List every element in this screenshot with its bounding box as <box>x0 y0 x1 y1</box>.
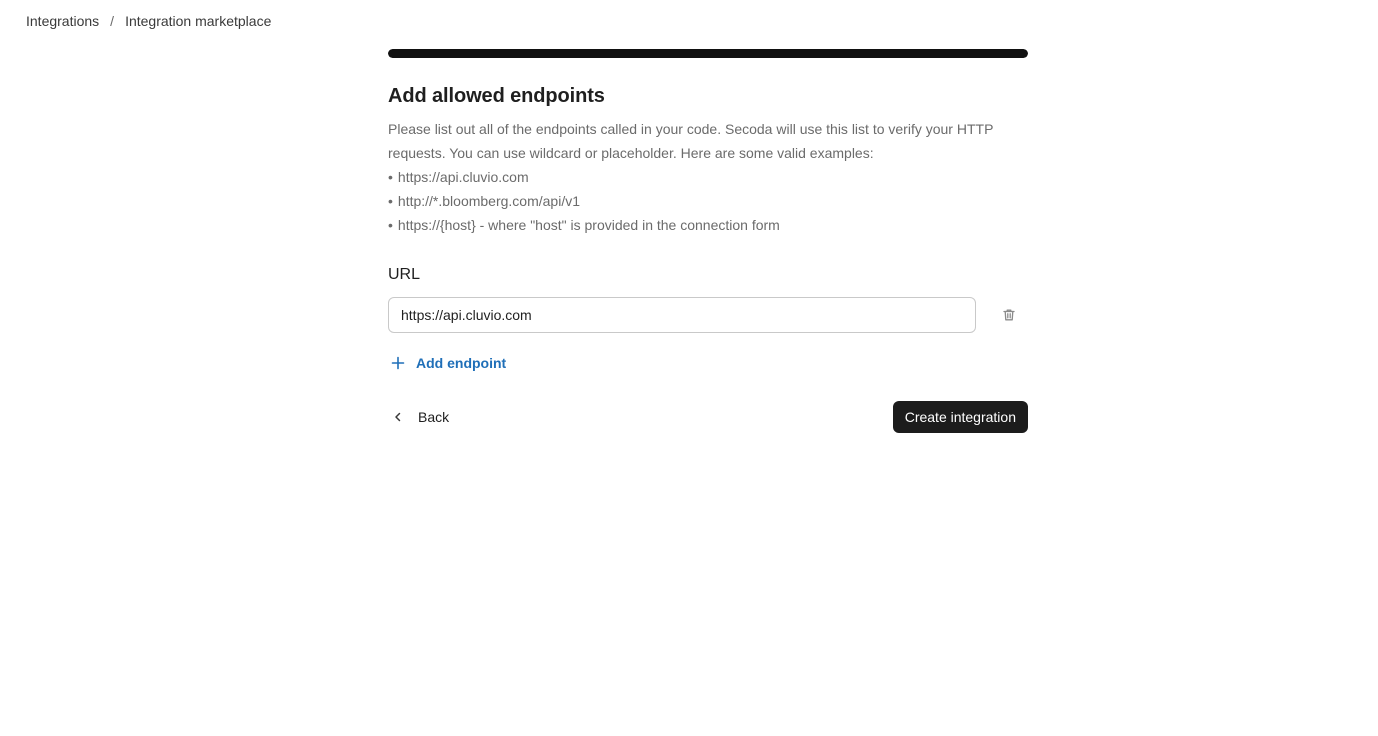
back-label: Back <box>418 409 450 425</box>
trash-icon <box>1002 308 1016 322</box>
main-content <box>388 49 1028 433</box>
add-endpoint-label: Add endpoint <box>416 355 507 371</box>
progress-bar <box>388 49 1028 58</box>
example-endpoint: • http://*.bloomberg.com/api/v1 <box>388 189 1028 213</box>
endpoint-row <box>388 297 1028 333</box>
chevron-left-icon <box>390 409 406 425</box>
example-endpoint: • https://api.cluvio.com <box>388 165 1028 189</box>
breadcrumb-integrations[interactable]: Integrations <box>26 13 100 29</box>
delete-endpoint-button[interactable] <box>999 305 1019 325</box>
plus-icon <box>388 353 408 373</box>
progress-bar-fill <box>388 49 1028 58</box>
breadcrumb <box>26 13 271 29</box>
form-footer <box>388 401 1028 433</box>
add-endpoint-button[interactable] <box>388 353 1028 373</box>
page-title: Add allowed endpoints <box>388 85 605 107</box>
description-text: Please list out all of the endpoints called in your code. Secoda will use this list to verify your HTTP requests. You can use wildcard or placeholder. Here are some valid examples: <box>388 121 994 161</box>
url-label: URL <box>388 266 421 283</box>
create-integration-button[interactable]: Create integration <box>893 401 1028 433</box>
example-endpoints-list <box>388 165 1028 237</box>
example-endpoint: • https://{host} - where "host" is provided in the connection form <box>388 213 1028 237</box>
url-input[interactable] <box>388 297 976 333</box>
back-button[interactable] <box>388 409 449 425</box>
breadcrumb-separator: / <box>110 13 115 29</box>
breadcrumb-integration-marketplace[interactable]: Integration marketplace <box>125 13 272 29</box>
